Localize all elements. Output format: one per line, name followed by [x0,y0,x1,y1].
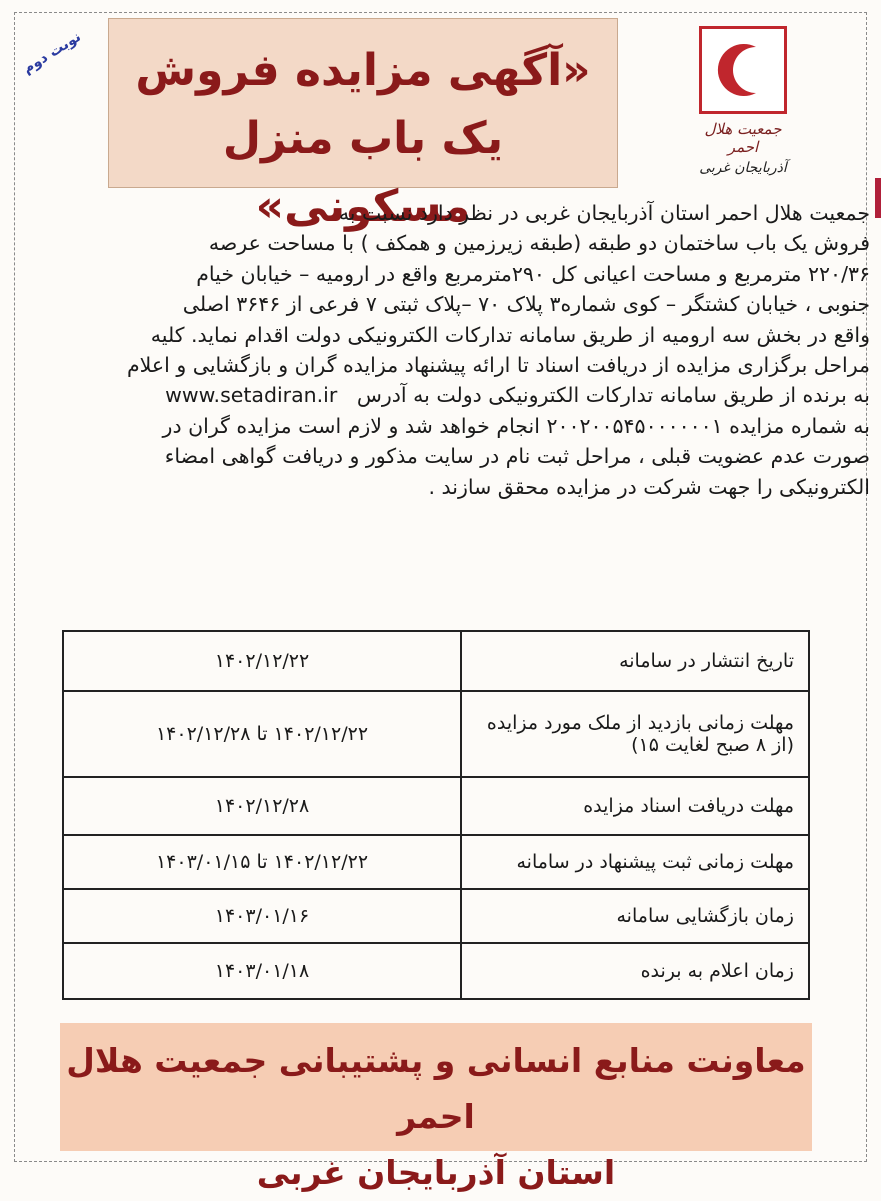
logo-org-name: جمعیت هلال احمر [704,120,782,156]
footer-line-2: استان آذربایجان غربی [256,1153,616,1192]
title-line-2: یک باب منزل مسکونی» [222,113,504,232]
body-line-4: جنوبی ، خیابان کشتگر – کوی شماره۳ پلاک ۷۰ –پلاک ثبتی ۷ فرعی از ۳۶۴۶ اصلی [182,292,870,317]
schedule-label: تاریخ انتشار در سامانه [461,631,809,691]
table-row [63,631,809,691]
body-line-10: الکترونیکی را جهت شرکت در مزایده محقق سازند . [428,474,870,499]
website-link[interactable]: www.setadiran.ir [165,383,338,408]
red-crescent-logo [688,26,798,186]
schedule-label: زمان اعلام به برنده [461,943,809,999]
schedule-label-note: (از ۸ صبح لغایت ۱۵) [631,734,794,756]
schedule-value: ۱۴۰۲/۱۲/۲۸ [63,777,461,835]
round-stamp: نوبت دوم [20,28,84,78]
schedule-label [461,691,809,777]
footer-line-1: معاونت منابع انسانی و پشتیبانی جمعیت هلال احمر [66,1041,806,1136]
table-row [63,691,809,777]
schedule-label-main: مهلت زمانی بازدید از ملک مورد مزایده [486,712,794,734]
body-line-7 [22,380,870,410]
table-row [63,835,809,889]
schedule-value: ۱۴۰۲/۱۲/۲۲ تا ۱۴۰۲/۱۲/۲۸ [63,691,461,777]
body-line-2: فروش یک باب ساختمان دو طبقه (طبقه زیرزمین و همکف ) با مساحت عرصه [208,231,870,256]
table-row [63,777,809,835]
body-line-1: جمعیت هلال احمر استان آذربایجان غربی در نظر دارد نسبت به [338,201,870,225]
body-line-9: صورت عدم عضویت قبلی ، مراحل ثبت نام در سایت مذکور و دریافت گواهی امضاء [164,444,870,469]
table-row [63,889,809,943]
schedule-value: ۱۴۰۳/۰۱/۱۶ [63,889,461,943]
schedule-label: مهلت زمانی ثبت پیشنهاد در سامانه [461,835,809,889]
edge-mark [875,178,881,218]
schedule-label: زمان بازگشایی سامانه [461,889,809,943]
body-line-7-text: به برنده از طریق سامانه تدارکات الکترونیکی دولت به آدرس [356,383,870,408]
schedule-value: ۱۴۰۲/۱۲/۲۲ [63,631,461,691]
announcement-body [22,198,870,502]
crescent-icon [699,26,787,114]
title-line-1: «آگهی مزایده فروش [135,45,591,96]
body-line-8: به شماره مزایده ۲۰۰۲۰۰۵۴۵۰۰۰۰۰۰۱ انجام خواهد شد و لازم است مزایده گران در [162,413,870,438]
body-line-3: ۲۲۰/۳۶ مترمربع و مساحت اعیانی کل ۲۹۰مترمربع واقع در ارومیه – خیابان خیام [196,261,870,286]
schedule-value: ۱۴۰۳/۰۱/۱۸ [63,943,461,999]
schedule-value: ۱۴۰۲/۱۲/۲۲ تا ۱۴۰۳/۰۱/۱۵ [63,835,461,889]
logo-region: آذربایجان غربی [699,160,787,176]
body-line-6: مراحل برگزاری مزایده از دریافت اسناد تا ارائه پیشنهاد مزایده گران و بازگشایی و اعلام [126,353,870,378]
body-line-5: واقع در بخش سه ارومیه از طریق سامانه تدارکات الکترونیکی دولت اقدام نماید. کلیه [150,322,870,347]
schedule-label: مهلت دریافت اسناد مزایده [461,777,809,835]
table-row [63,943,809,999]
issuer-footer [60,1023,812,1192]
schedule-table [62,630,810,1000]
